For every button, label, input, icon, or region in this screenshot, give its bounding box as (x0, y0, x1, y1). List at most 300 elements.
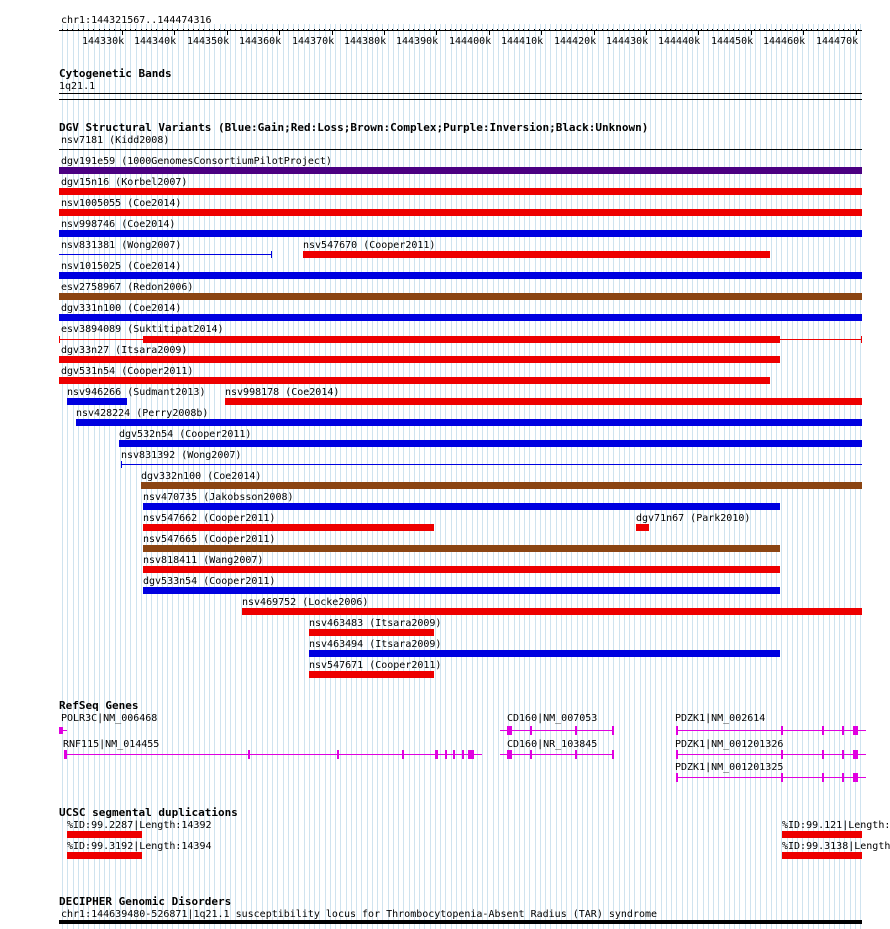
gridline (692, 24, 693, 929)
ruler-tick (384, 31, 385, 35)
ruler-minor-tick (93, 29, 94, 31)
ruler-minor-tick (120, 29, 121, 31)
ruler-minor-tick (649, 29, 650, 31)
variant-label: nsv547665 (Cooper2011) (143, 534, 276, 545)
ruler-minor-tick (806, 29, 807, 31)
gridline (540, 24, 541, 929)
ruler-minor-tick (460, 29, 461, 31)
gene-label: POLR3C|NM_006468 (61, 713, 158, 724)
ruler-minor-tick (450, 29, 451, 31)
ruler-tick (646, 31, 647, 35)
track-title-segdup[interactable]: UCSC segmental duplications (59, 806, 238, 819)
gene-intron[interactable] (500, 730, 614, 731)
gene-exon (822, 750, 824, 759)
gridline (466, 24, 467, 929)
gridline (634, 24, 635, 929)
gridline (482, 24, 483, 929)
gene-exon (445, 750, 447, 759)
variant-label: nsv7181 (Kidd2008) (61, 135, 170, 146)
gridline (566, 24, 567, 929)
ruler-minor-tick (754, 29, 755, 31)
ruler-minor-tick (429, 29, 430, 31)
ruler-minor-tick (555, 29, 556, 31)
gridline (403, 24, 404, 929)
ruler-minor-tick (188, 29, 189, 31)
ruler-minor-tick (203, 29, 204, 31)
variant-bar[interactable] (143, 587, 780, 594)
ruler-minor-tick (670, 29, 671, 31)
variant-bar[interactable] (59, 314, 862, 321)
ruler-minor-tick (413, 29, 414, 31)
gridline (351, 24, 352, 929)
gridline (340, 24, 341, 929)
ruler-minor-tick (382, 29, 383, 31)
ruler-minor-tick (104, 29, 105, 31)
ruler-minor-tick (659, 29, 660, 31)
gridline (850, 24, 851, 929)
ruler-minor-tick (691, 29, 692, 31)
ruler-minor-tick (445, 29, 446, 31)
variant-label: nsv1005055 (Coe2014) (61, 198, 182, 209)
gridline (419, 24, 420, 929)
ruler-minor-tick (858, 29, 859, 31)
ruler-tick-label: 144410k (501, 36, 544, 47)
variant-bar[interactable] (225, 398, 862, 405)
ruler-minor-tick (607, 29, 608, 31)
gridline (577, 24, 578, 929)
gridline (377, 24, 378, 929)
ruler-minor-tick (539, 29, 540, 31)
ruler-minor-tick (623, 29, 624, 31)
ruler-minor-tick (403, 29, 404, 31)
ruler-minor-tick (314, 29, 315, 31)
gene-label: RNF115|NM_014455 (63, 739, 160, 750)
ruler-minor-tick (282, 29, 283, 31)
track-title-decipher[interactable]: DECIPHER Genomic Disorders (59, 895, 232, 908)
gridline (834, 24, 835, 929)
variant-label: nsv1015025 (Coe2014) (61, 261, 182, 272)
ruler-minor-tick (183, 29, 184, 31)
gene-label: CD160|NM_007053 (507, 713, 598, 724)
ruler-tick-label: 144330k (82, 36, 125, 47)
ruler-tick (698, 31, 699, 35)
ruler-minor-tick (177, 29, 178, 31)
segdup-label: %ID:99.3138|Length (782, 841, 890, 852)
ruler-minor-tick (701, 29, 702, 31)
gene-intron[interactable] (676, 777, 866, 778)
gridline (771, 24, 772, 929)
gridline (797, 24, 798, 929)
ruler-tick (227, 31, 228, 35)
gene-exon (612, 726, 614, 735)
ruler-minor-tick (775, 29, 776, 31)
variant-label: nsv818411 (Wang2007) (143, 555, 264, 566)
segdup-label: %ID:99.2287|Length:14392 (67, 820, 212, 831)
gridline (682, 24, 683, 929)
ruler-minor-tick (596, 29, 597, 31)
ruler-minor-tick (214, 29, 215, 31)
gene-exon (507, 726, 512, 735)
ruler-minor-tick (78, 29, 79, 31)
gridline (592, 24, 593, 929)
gridline (792, 24, 793, 929)
ruler-minor-tick (722, 29, 723, 31)
ruler-minor-tick (560, 29, 561, 31)
gridline (855, 24, 856, 929)
gridline (529, 24, 530, 929)
ruler-minor-tick (162, 29, 163, 31)
variant-bar[interactable] (59, 167, 862, 174)
gene-intron[interactable] (676, 730, 866, 731)
gridline (487, 24, 488, 929)
ruler-minor-tick (665, 29, 666, 31)
ruler-minor-tick (785, 29, 786, 31)
gene-exon (853, 773, 858, 782)
variant-bar[interactable] (76, 419, 862, 426)
variant-bar[interactable] (636, 524, 649, 531)
gridline (346, 24, 347, 929)
variant-bar[interactable] (119, 440, 862, 447)
gridline (697, 24, 698, 929)
gridline (671, 24, 672, 929)
ruler-minor-tick (544, 29, 545, 31)
gridline (514, 24, 515, 929)
ruler-minor-tick (287, 29, 288, 31)
variant-bar[interactable] (59, 209, 862, 216)
variant-bar[interactable] (59, 254, 272, 255)
gene-exon (781, 773, 783, 782)
ruler-tick-label: 144380k (344, 36, 387, 47)
gene-exon (781, 750, 783, 759)
variant-bar[interactable] (59, 293, 862, 300)
ruler-minor-tick (167, 29, 168, 31)
gridline (839, 24, 840, 929)
ruler-minor-tick (780, 29, 781, 31)
ruler-minor-tick (581, 29, 582, 31)
ruler-minor-tick (345, 29, 346, 31)
ruler-minor-tick (397, 29, 398, 31)
gridline (367, 24, 368, 929)
ruler-minor-tick (240, 29, 241, 31)
ruler-minor-tick (733, 29, 734, 31)
gridline (734, 24, 735, 929)
gene-exon (676, 750, 678, 759)
ruler-minor-tick (455, 29, 456, 31)
ruler-tick (489, 31, 490, 35)
ruler-minor-tick (801, 29, 802, 31)
gene-exon (676, 773, 678, 782)
ruler-minor-tick (319, 29, 320, 31)
variant-bar[interactable] (59, 272, 862, 279)
gridline (430, 24, 431, 929)
ruler-tick-label: 144450k (711, 36, 754, 47)
ruler-minor-tick (376, 29, 377, 31)
gridline (356, 24, 357, 929)
segdup-bar[interactable] (782, 852, 862, 859)
variant-label: nsv831392 (Wong2007) (121, 450, 242, 461)
variant-bar[interactable] (143, 524, 434, 531)
ruler-minor-tick (790, 29, 791, 31)
gridline (493, 24, 494, 929)
ruler-tick-label: 144360k (239, 36, 282, 47)
gene-exon (402, 750, 404, 759)
gridline (818, 24, 819, 929)
ruler-minor-tick (272, 29, 273, 31)
variant-bar[interactable] (309, 629, 434, 636)
variant-bar[interactable] (59, 377, 770, 384)
segdup-label: %ID:99.3192|Length:14394 (67, 841, 212, 852)
gene-exon (781, 726, 783, 735)
gridline (414, 24, 415, 929)
gridline (787, 24, 788, 929)
variant-label: dgv33n27 (Itsara2009) (61, 345, 188, 356)
ruler-tick-label: 144370k (292, 36, 335, 47)
ruler-minor-tick (796, 29, 797, 31)
ruler-minor-tick (329, 29, 330, 31)
variant-bar[interactable] (59, 356, 780, 363)
gene-exon (462, 750, 464, 759)
ruler-minor-tick (72, 29, 73, 31)
track-title-dgv[interactable]: DGV Structural Variants (Blue:Gain;Red:Loss;Brown:Complex;Purple:Inversion;Black:Unknown) (59, 121, 649, 134)
ruler-minor-tick (209, 29, 210, 31)
variant-bar[interactable] (303, 251, 770, 258)
gridline (640, 24, 641, 929)
ruler-minor-tick (151, 29, 152, 31)
gridline (382, 24, 383, 929)
variant-label: dgv531n54 (Cooper2011) (61, 366, 194, 377)
gridline (445, 24, 446, 929)
gridline (498, 24, 499, 929)
position-label: chr1:144321567..144474316 (61, 15, 212, 26)
ruler-minor-tick (570, 29, 571, 31)
gridline (503, 24, 504, 929)
gene-intron[interactable] (64, 754, 482, 755)
variant-end-cap (861, 336, 862, 343)
ruler-minor-tick (88, 29, 89, 31)
ruler-minor-tick (298, 29, 299, 31)
ruler-minor-tick (769, 29, 770, 31)
gridline (813, 24, 814, 929)
ruler-minor-tick (471, 29, 472, 31)
gridline (535, 24, 536, 929)
gridline (808, 24, 809, 929)
ruler-minor-tick (366, 29, 367, 31)
segdup-bar[interactable] (782, 831, 862, 838)
variant-bar[interactable] (141, 482, 862, 489)
ruler-minor-tick (277, 29, 278, 31)
ruler-tick-label: 144420k (554, 36, 597, 47)
ruler-minor-tick (764, 29, 765, 31)
variant-label: nsv998178 (Coe2014) (225, 387, 340, 398)
gene-exon (853, 750, 858, 759)
segdup-bar[interactable] (67, 852, 142, 859)
gridline (645, 24, 646, 929)
ruler-minor-tick (843, 29, 844, 31)
gridline (461, 24, 462, 929)
gridline (655, 24, 656, 929)
ruler-minor-tick (549, 29, 550, 31)
track-title-refseq[interactable]: RefSeq Genes (59, 699, 139, 712)
segdup-bar[interactable] (67, 831, 142, 838)
gridline (361, 24, 362, 929)
ruler-minor-tick (528, 29, 529, 31)
ruler-tick-label: 144390k (396, 36, 439, 47)
gridline (545, 24, 546, 929)
ruler-minor-tick (434, 29, 435, 31)
variant-end-cap (121, 461, 122, 468)
gridline (766, 24, 767, 929)
ruler-tick-label: 144440k (658, 36, 701, 47)
gene-intron[interactable] (500, 754, 614, 755)
variant-bar[interactable] (59, 188, 862, 195)
gridline (745, 24, 746, 929)
variant-bar[interactable] (242, 608, 862, 615)
ruler-minor-tick (497, 29, 498, 31)
gridline (508, 24, 509, 929)
gene-exon (676, 726, 678, 735)
variant-label: dgv532n54 (Cooper2011) (119, 429, 252, 440)
ruler-tick (541, 31, 542, 35)
gridline (650, 24, 651, 929)
gene-exon (64, 750, 67, 759)
gene-intron[interactable] (676, 754, 866, 755)
segdup-label: %ID:99.121|Length: (782, 820, 890, 831)
ruler-minor-tick (827, 29, 828, 31)
variant-bar[interactable] (143, 336, 780, 343)
variant-label: esv3894089 (Suktitipat2014) (61, 324, 224, 335)
ruler-minor-tick (507, 29, 508, 31)
ruler-minor-tick (534, 29, 535, 31)
variant-label: dgv331n100 (Coe2014) (61, 303, 182, 314)
gridline (556, 24, 557, 929)
gridline (440, 24, 441, 929)
ruler-minor-tick (109, 29, 110, 31)
ruler-minor-tick (230, 29, 231, 31)
gene-exon (435, 750, 438, 759)
ruler-minor-tick (492, 29, 493, 31)
ruler-minor-tick (308, 29, 309, 31)
gridline (739, 24, 740, 929)
ruler-tick-label: 144400k (449, 36, 492, 47)
gridline (571, 24, 572, 929)
gridline (724, 24, 725, 929)
ruler-minor-tick (224, 29, 225, 31)
ruler-minor-tick (334, 29, 335, 31)
ruler-tick-label: 144430k (606, 36, 649, 47)
gridline (598, 24, 599, 929)
ruler-minor-tick (717, 29, 718, 31)
gridline (451, 24, 452, 929)
ruler-tick (856, 31, 857, 35)
ruler-minor-tick (355, 29, 356, 31)
ruler-minor-tick (387, 29, 388, 31)
gridline (398, 24, 399, 929)
variant-bar-thin[interactable] (121, 464, 862, 465)
variant-bar[interactable] (59, 230, 862, 237)
ruler-minor-tick (633, 29, 634, 31)
ruler-tick-label: 144340k (134, 36, 177, 47)
variant-end-cap (59, 336, 60, 343)
variant-end-cap (271, 251, 272, 258)
track-title-cytobands[interactable]: Cytogenetic Bands (59, 67, 172, 80)
ruler-minor-tick (172, 29, 173, 31)
gridline (661, 24, 662, 929)
ruler-minor-tick (235, 29, 236, 31)
gridline (718, 24, 719, 929)
gridline (388, 24, 389, 929)
ruler-minor-tick (293, 29, 294, 31)
gridline (372, 24, 373, 929)
ruler-minor-tick (565, 29, 566, 31)
gridline (823, 24, 824, 929)
gridline (619, 24, 620, 929)
variant-bar[interactable] (309, 671, 434, 678)
ruler-tick-label: 144460k (763, 36, 806, 47)
variant-label: nsv463494 (Itsara2009) (309, 639, 442, 650)
gene-exon (612, 750, 614, 759)
ruler-tick (594, 31, 595, 35)
ruler-minor-tick (513, 29, 514, 31)
ruler-minor-tick (518, 29, 519, 31)
variant-bar[interactable] (67, 398, 127, 405)
gridline (829, 24, 830, 929)
gridline (613, 24, 614, 929)
gene-exon (453, 750, 455, 759)
ruler-tick (803, 31, 804, 35)
decipher-bar[interactable] (59, 920, 862, 924)
ruler-minor-tick (638, 29, 639, 31)
ruler-minor-tick (340, 29, 341, 31)
gene-exon (468, 750, 474, 759)
ruler-minor-tick (361, 29, 362, 31)
ruler-minor-tick (371, 29, 372, 31)
variant-label: dgv533n54 (Cooper2011) (143, 576, 276, 587)
variant-label: nsv831381 (Wong2007) (61, 240, 182, 251)
ruler-minor-tick (266, 29, 267, 31)
gridline (666, 24, 667, 929)
ruler-minor-tick (644, 29, 645, 31)
gridline (519, 24, 520, 929)
cytoband-line-bottom (59, 99, 862, 100)
ruler-minor-tick (832, 29, 833, 31)
ruler-minor-tick (848, 29, 849, 31)
variant-label: dgv332n100 (Coe2014) (141, 471, 262, 482)
ruler-minor-tick (251, 29, 252, 31)
ruler-minor-tick (675, 29, 676, 31)
variant-bar[interactable] (143, 503, 780, 510)
ruler-minor-tick (707, 29, 708, 31)
variant-label: nsv547670 (Cooper2011) (303, 240, 436, 251)
gridline (676, 24, 677, 929)
ruler-minor-tick (617, 29, 618, 31)
ruler-minor-tick (712, 29, 713, 31)
gene-exon (507, 750, 512, 759)
variant-bar[interactable] (143, 545, 780, 552)
variant-bar[interactable] (143, 566, 780, 573)
gridline (760, 24, 761, 929)
gridline (860, 24, 861, 929)
ruler-minor-tick (198, 29, 199, 31)
cytoband-line[interactable] (59, 93, 862, 94)
ruler-minor-tick (418, 29, 419, 31)
variant-bar[interactable] (309, 650, 780, 657)
variant-bar[interactable] (59, 149, 862, 150)
ruler-minor-tick (523, 29, 524, 31)
ruler-tick (436, 31, 437, 35)
gene-exon (822, 773, 824, 782)
gridline (781, 24, 782, 929)
variant-label: dgv191e59 (1000GenomesConsortiumPilotProject) (61, 156, 332, 167)
